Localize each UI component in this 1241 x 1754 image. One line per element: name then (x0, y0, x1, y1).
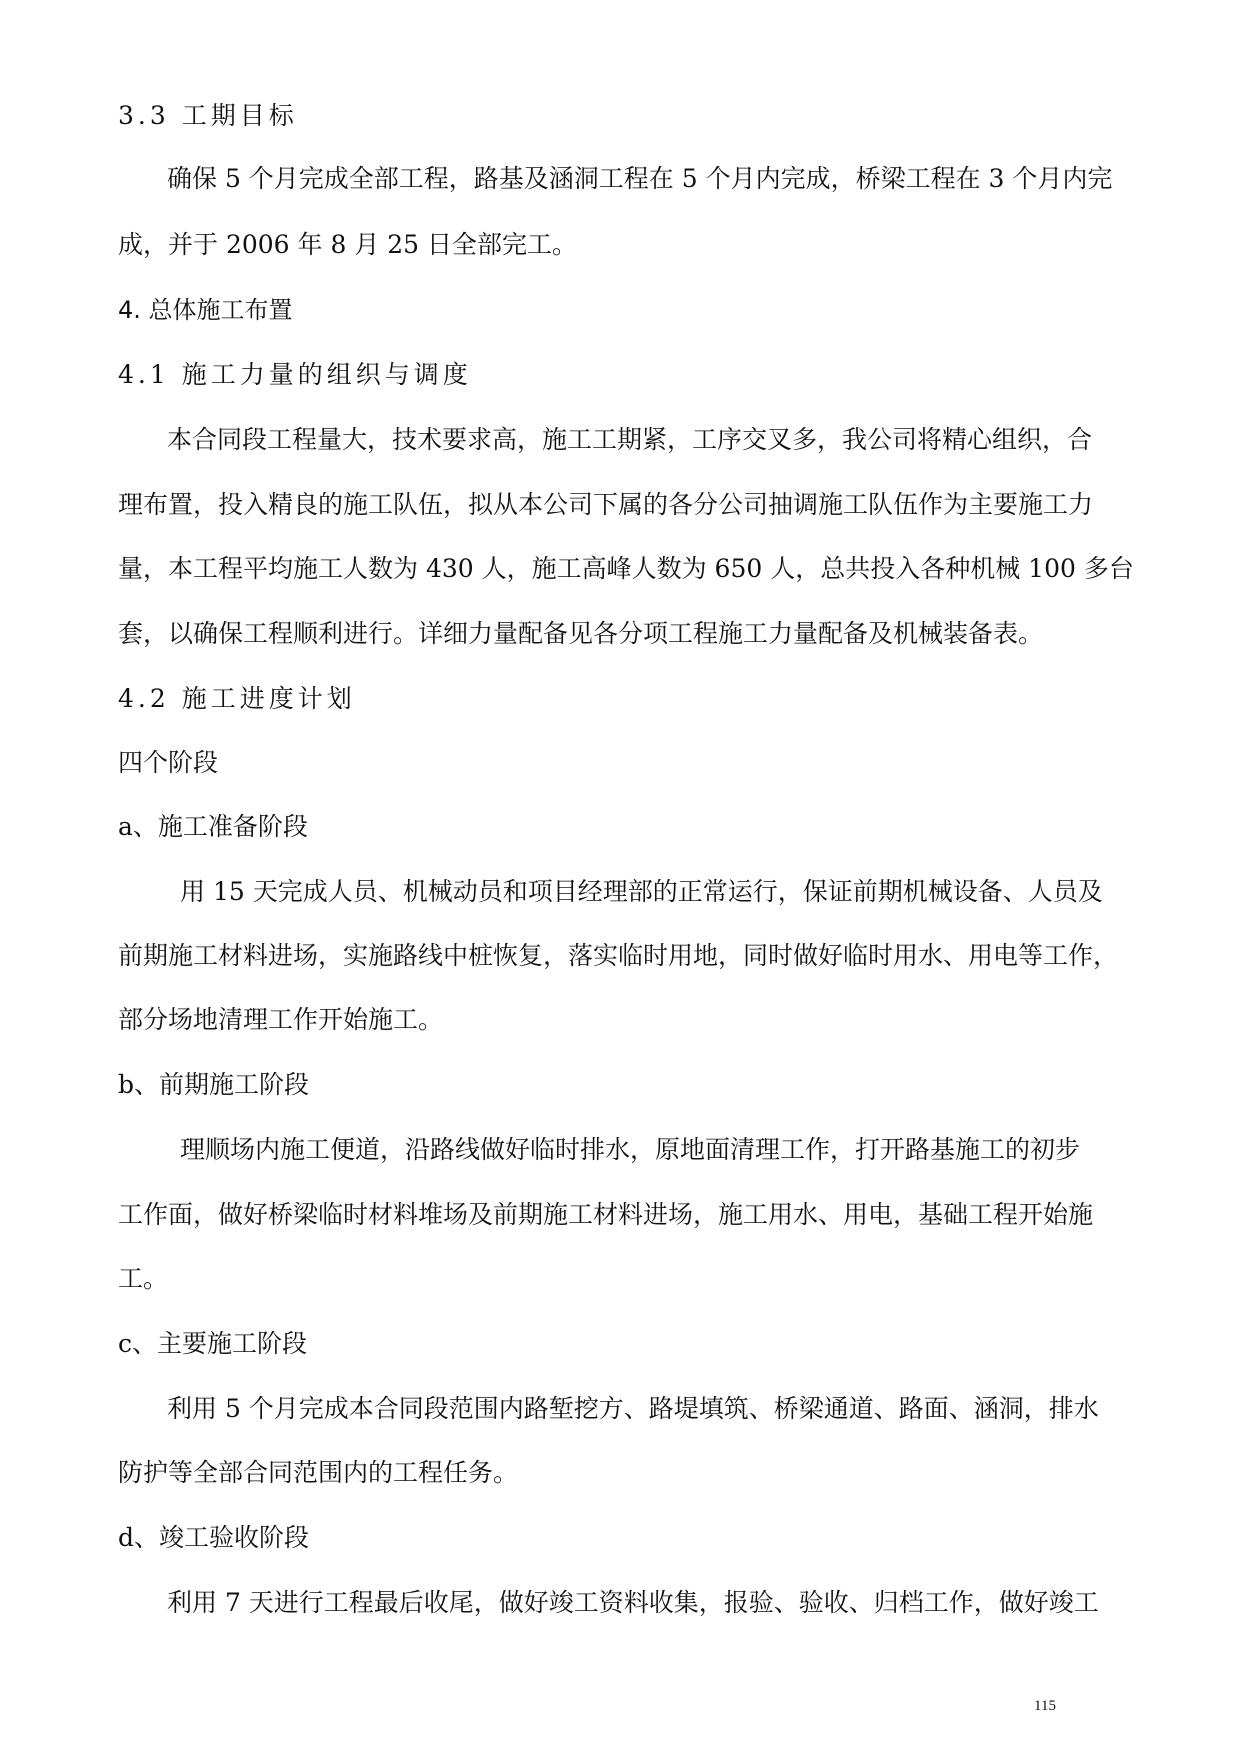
paragraph-line: 理顺场内施工便道，沿路线做好临时排水，原地面清理工作，打开路基施工的初步 (180, 1135, 1081, 1164)
stage-heading-c: c、主要施工阶段 (118, 1329, 308, 1358)
paragraph-line: 本合同段工程量大，技术要求高，施工工期紧，工序交叉多，我公司将精心组织，合 (167, 425, 1093, 454)
paragraph-line: 部分场地清理工作开始施工。 (118, 1005, 444, 1034)
paragraph-line: 利用 7 天进行工程最后收尾，做好竣工资料收集，报验、验收、归档工作，做好竣工 (167, 1588, 1099, 1617)
paragraph-line: 套，以确保工程顺利进行。详细力量配备见各分项工程施工力量配备及机械装备表。 (118, 619, 1044, 648)
subheading: 四个阶段 (118, 748, 219, 777)
stage-heading-d: d、竣工验收阶段 (118, 1523, 310, 1552)
paragraph-line: 工。 (118, 1264, 169, 1293)
page-number: 115 (1034, 1698, 1056, 1714)
stage-heading-a: a、施工准备阶段 (118, 812, 308, 841)
section-heading-4: 4. 总体施工布置 (118, 296, 293, 324)
section-heading-4-1: 4.1 施工力量的组织与调度 (118, 360, 472, 389)
paragraph-line: 利用 5 个月完成本合同段范围内路堑挖方、路堤填筑、桥梁通道、路面、涵洞，排水 (167, 1394, 1099, 1423)
paragraph-line: 量，本工程平均施工人数为 430 人，施工高峰人数为 650 人，总共投入各种机械 100 多台 (118, 554, 1134, 583)
paragraph-line: 工作面，做好桥梁临时材料堆场及前期施工材料进场，施工用水、用电，基础工程开始施 (118, 1200, 1094, 1229)
paragraph-line: 理布置，投入精良的施工队伍，拟从本公司下属的各分公司抽调施工队伍作为主要施工力 (118, 490, 1094, 519)
paragraph-line: 前期施工材料进场，实施路线中桩恢复，落实临时用地，同时做好临时用水、用电等工作， (118, 941, 1119, 970)
section-heading-3-3: 3.3 工期目标 (118, 101, 298, 130)
section-heading-4-2: 4.2 施工进度计划 (118, 684, 356, 713)
paragraph-line: 用 15 天完成人员、机械动员和项目经理部的正常运行，保证前期机械设备、人员及 (180, 877, 1103, 906)
paragraph-line: 确保 5 个月完成全部工程，路基及涵洞工程在 5 个月内完成，桥梁工程在 3 个月内完 (167, 164, 1113, 193)
paragraph-line: 防护等全部合同范围内的工程任务。 (118, 1458, 519, 1487)
paragraph-line: 成，并于 2006 年 8 月 25 日全部完工。 (118, 230, 578, 259)
stage-heading-b: b、前期施工阶段 (118, 1070, 310, 1099)
